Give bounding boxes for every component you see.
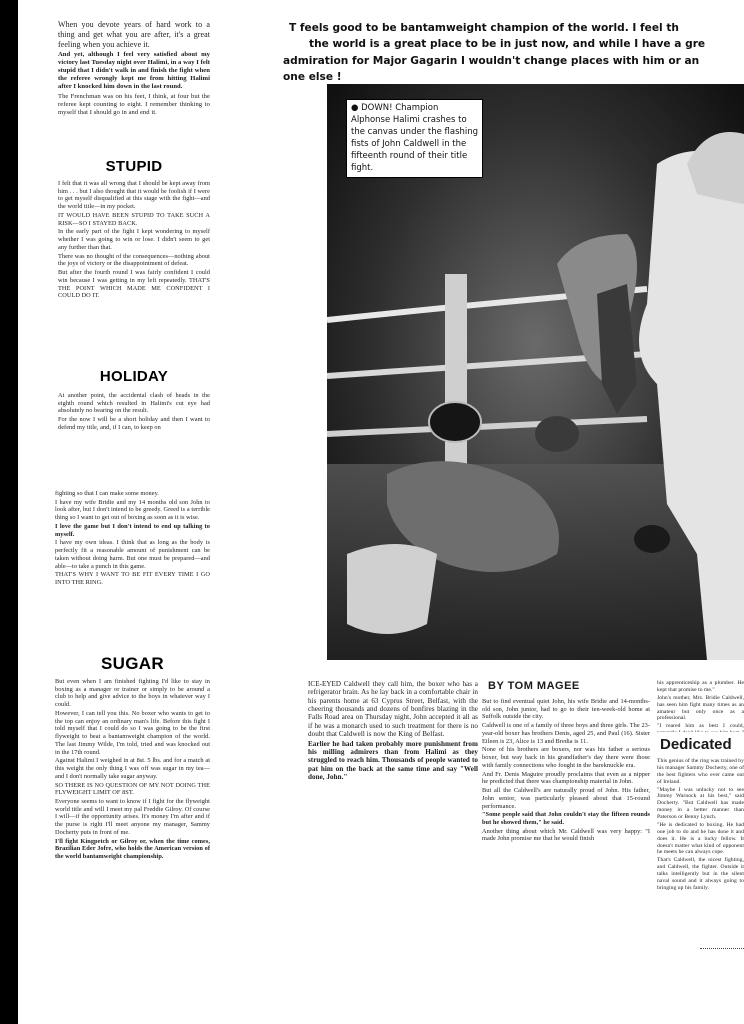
paragraph: I'll fight Kingpetch or Gilroy or, when the time comes, Brazilian Eder Jofre, who holds the American version of the world bantamweight championship. — [55, 837, 210, 861]
lead-line: T feels good to be bantamweight champion of the world. I feel th — [289, 22, 679, 34]
left-column-intro — [58, 20, 210, 160]
paragraph: I love the game but I don't intend to end up talking to myself. — [55, 522, 210, 538]
boxing-glove — [634, 525, 670, 553]
paragraph: Everyone seems to want to know if I fight for the flyweight world title and will I meet my pal Freddie Gilroy. Of course I will—if the opportunity arises. It's money I'm after and if the purse is right I'll meet anyone my manager, Sammy Docherty puts in front of me. — [55, 798, 210, 836]
page-edge-shadow — [0, 0, 18, 1024]
paragraph: "Maybe I was unlucky not to see Jimmy Warnock at his best," said Docherty. "But Caldwell has made money in a better manner than Paterson or Benny Lynch. — [657, 786, 744, 820]
subheading-stupid: STUPID — [105, 158, 163, 175]
paragraph: For the now I will be a short holiday and then I want to defend my title, and, if I can, to keep on — [58, 416, 210, 431]
paragraph: But after the fourth round I was fairly confident I could win because I was getting in my left repeatedly. THAT'S THE POINT WHICH MADE ME CONFIDENT I COULD DO IT. — [58, 269, 210, 300]
left-column-stupid — [58, 180, 210, 360]
paragraph: I have my wife Bridie and my 14 months old son John to look after, but I don't intend to be greedy. Greed is a terrible thing so I want to get out of boxing as soon as it is wise. — [55, 498, 210, 522]
fallen-boxer-head — [535, 416, 579, 452]
paragraph: The Frenchman was on his feet, I think, at four but the referee kept counting to eight. I remember thinking to myself that I should go in and end it. — [58, 92, 210, 116]
paragraph: Earlier he had taken probably more punishment from his milling admirers than from Halimi as they struggled to reach him. Thousands of people wanted to pat him on the back at the same time and say "Well done, John." — [308, 739, 478, 781]
paragraph: John's mother, Mrs. Bridie Caldwell, has seen him fight many times as an amateur but only once as a professional. — [657, 694, 744, 722]
paragraph: But all the Caldwell's are naturally proud of John. His father, John senior, was particularly pleased about that 15-round performance. — [482, 787, 650, 810]
paragraph: Caldwell is one of a family of three boys and three girls. The 23-year-old boxer has brothers Denis, aged 25, and Paul (16). Sister Eileen is 23, Alice is 13 and Bredia is 11. — [482, 722, 650, 745]
paragraph: But to find eventual quiet John, his wife Bridie and 14-months-old son, John junior, had to go to their ten-week-old home at Suffolk outside the city. — [482, 698, 650, 721]
paragraph: That's Caldwell, the nicest fighting, and Caldwell, the fighter. Outside it talks intelligently but in the silent naval sound and it always going to bringing up his family. — [657, 857, 744, 891]
paragraph: But even when I am finished fighting I'd like to stay in boxing as a manager or trainer or simply to be around a club to help and give advice to the boys in whatever way I could. — [55, 678, 210, 709]
boxing-glove — [429, 402, 481, 442]
paragraph: And Fr. Denis Maguire proudly proclaims that even as a nipper he predicted that there was championship material in John. — [482, 770, 650, 786]
paragraph: "I reared him as best I could, — [657, 723, 744, 730]
paragraph: SO THERE IS NO QUESTION OF MY NOT DOING THE FLYWEIGHT LIMIT OF 8ST. — [55, 781, 210, 797]
paragraph: I felt that it was all wrong that I should be kept away from him . . . but I also thought that it would be foolish if I were to get myself disqualified at this stage with the fight—and the world title—in my pocket. — [58, 180, 210, 211]
paragraph: In the early part of the fight I kept wondering to myself whether I was going to win or lose. I didn't seem to get any further than that. — [58, 228, 210, 251]
lead-line: the world is a great place to be in just now, and while I have a gre — [309, 38, 706, 51]
lead-line: admiration for Major Gagarin I wouldn't change places with him or an — [283, 54, 700, 67]
paragraph: This genius of the ring was trained by his manager Sammy Docherty, one of the best fighters who ever came out of Ireland. — [657, 758, 744, 785]
paragraph: "He is dedicated to boxing. He had one job to do and he has done it and does it. He is a lucky fellow. It doesn't matter what kind of opponent he meets he can always cope. — [657, 821, 744, 856]
article-column-3a — [657, 680, 744, 732]
photo-caption: ● DOWN! Champion Alphonse Halimi crashes to the canvas under the flashing fists of John Caldwell in the fifteenth round of their title fight. — [346, 99, 483, 178]
paragraph: IT WOULD HAVE BEEN STUPID TO TAKE SUCH A RISK—SO I STAYED BACK. — [58, 211, 210, 227]
left-column-continued — [55, 490, 210, 650]
paragraph: None of his brothers are boxers, nor was his father a serious boxer, but way back in his grandfather's day there were those with family connections who fought in the bareknuckle era. — [482, 746, 650, 769]
paragraph: And yet, although I feel very satisfied about my victory last Tuesday night over Halimi, in a way I felt stupid that I didn't walk in and finish the fight when the referee wrongly kept me from hitting Halimi after I knocked him down in the last round. — [58, 51, 210, 91]
left-column-sugar — [55, 678, 210, 978]
paragraph: THAT'S WHY I WANT TO BE FIT EVERY TIME I GO INTO THE RING. — [55, 571, 210, 587]
lead-paragraph — [283, 20, 744, 86]
paragraph: Against Halimi I weighed in at 8st. 5 lbs. and for a match at this weight the only thing I was off was sugar in my tea—and I don't normally take sugar anyway. — [55, 757, 210, 780]
subheading-holiday: HOLIDAY — [99, 368, 169, 385]
subheading-dedicated: Dedicated — [660, 736, 732, 753]
column-end-rule — [700, 948, 744, 949]
paragraph: There was no thought of the consequences—nothing about the joys of victory or the disappointment of defeat. — [58, 252, 210, 268]
paragraph: ICE-EYED Caldwell they call him, the boxer who has a refrigerator brain. As he lay back in a comfortable chair in his parents home at 63 Cyprus Street, Belfast, with the cheering thousands and dozens of bonfires blazing in the Falls Road area on Thursday night, John accepted it all as if he was a monarch used to such treatment for there is no doubt that Caldwell is now the King of Belfast. — [308, 680, 478, 739]
paragraph: fighting so that I can make some money. — [55, 490, 160, 497]
paragraph: his apprenticeship as a plumber. He kept that promise to me." — [657, 680, 744, 693]
paragraph: However, I can tell you this. No boxer who wants to get to the top can enjoy an ordinary man's life. Before this fight I told myself that I could do so I was going to be the first flyweight to beat a bantamweight champion of the world. The last Jimmy Wilde, I'm told, tried and was knocked out in the 17th round. — [55, 709, 210, 756]
article-column-3b — [657, 758, 744, 946]
byline: BY TOM MAGEE — [488, 680, 580, 692]
fallen-boxer-legs — [347, 544, 437, 634]
lead-line: one else ! — [283, 71, 342, 84]
paragraph: At another point, the accidental clash of heads in the eighth round which resulted in Halimi's cut eye had absolutely no bearing on the result. — [58, 392, 210, 415]
subheading-sugar: SUGAR — [101, 654, 164, 673]
paragraph: Another thing about which Mr. Caldwell was very happy: "I made John promise me that he would finish — [482, 827, 650, 843]
article-column-2 — [482, 698, 650, 978]
paragraph: "Some people said that John couldn't stay the fifteen rounds but he showed them," he said. — [482, 811, 650, 827]
left-column-holiday — [58, 392, 210, 460]
article-column-1 — [308, 680, 478, 850]
paragraph: When you devote years of hard work to a thing and get what you are after, it's a great feeling when you achieve it. — [58, 20, 210, 49]
paragraph: I have my own ideas. I think that as long as the body is perfectly fit a reasonable amount of punishment can be taken without doing harm. But one must be prepared—and able—to take a punch in this game. — [55, 539, 210, 570]
